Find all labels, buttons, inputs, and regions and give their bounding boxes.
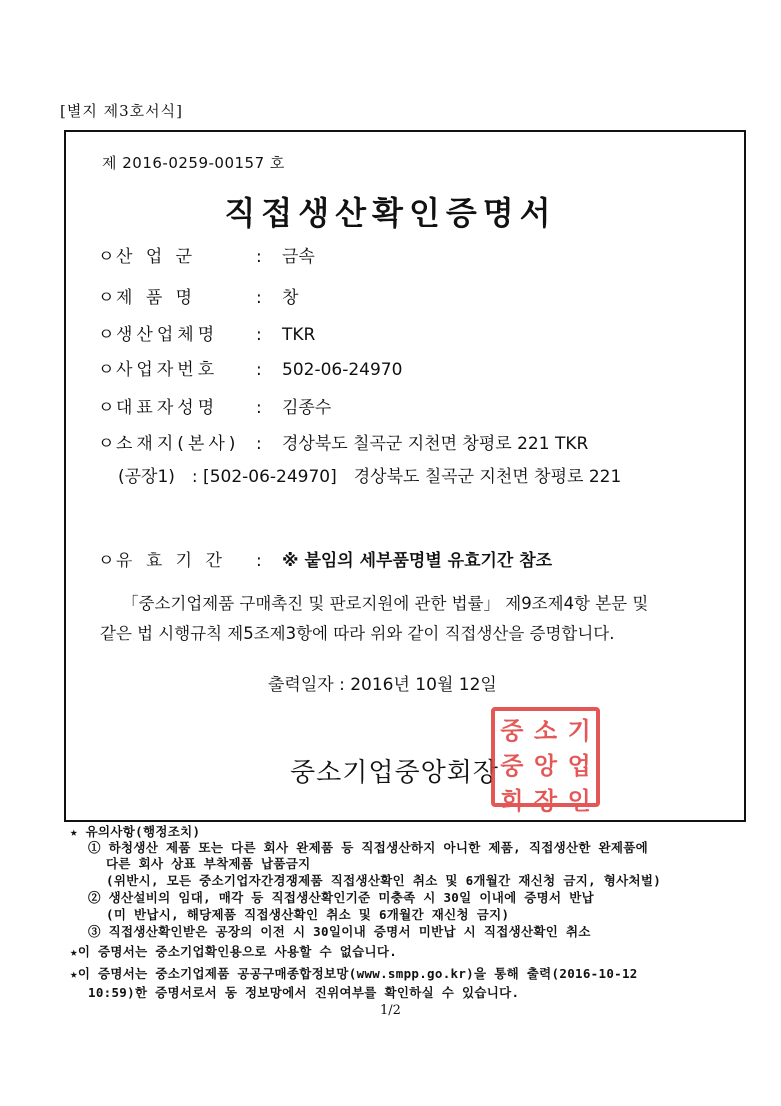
field-value: 창 xyxy=(282,288,299,308)
certificate-title: 직접생산확인증명서 xyxy=(224,194,557,232)
note-verification: ★이 증명서는 중소기업제품 공공구매종합정보망(www.smpp.go.kr)을 통해 출력(2016-10-12 xyxy=(70,966,638,981)
document-number: 제 2016-0259-00157 호 xyxy=(102,154,285,172)
issuer-name: 중소기업중앙회장 xyxy=(290,758,499,788)
form-number: [별지 제3호서식] xyxy=(60,102,183,120)
field-value: TKR xyxy=(282,325,316,345)
field-value: 502-06-24970 xyxy=(282,360,403,380)
note-item-3: ③ 직접생산확인받은 공장의 이전 시 30일이내 증명서 미반납 시 직접생산확인 취소 xyxy=(88,924,591,939)
note-heading: ★ 유의사항(행정조치) xyxy=(70,824,201,839)
field-product: ㅇ제 품 명 : 창 xyxy=(98,288,299,308)
statement-line-1: 「중소기업제품 구매촉진 및 판로지원에 관한 법률」 제9조제4항 본문 및 xyxy=(122,594,649,613)
official-seal: 중 소 기 중 앙 업 회 장 인 xyxy=(491,707,600,807)
note-item-2-penalty: (미 반납시, 해당제품 직접생산확인 취소 및 6개월간 재신청 금지) xyxy=(106,907,510,922)
page-number: 1/2 xyxy=(380,1003,401,1018)
print-date: 출력일자 : 2016년 10월 12일 xyxy=(268,675,497,695)
note-item-1-cont: 다른 회사 상표 부착제품 납품금지 xyxy=(106,856,311,871)
field-validity: ㅇ유 효 기 간 : ※ 붙임의 세부품명별 유효기간 참조 xyxy=(98,551,553,571)
field-factory: (공장1) : [502-06-24970] 경상북도 칠곡군 지천면 창평로 221 xyxy=(118,467,622,487)
note-item-1: ① 하청생산 제품 또는 다른 회사 완제품 등 직접생산하지 아니한 제품, 직접생산한 완제품에 xyxy=(88,840,649,855)
statement-line-2: 같은 법 시행규칙 제5조제3항에 따라 위와 같이 직접생산을 증명합니다. xyxy=(100,624,615,643)
field-value: ※ 붙임의 세부품명별 유효기간 참조 xyxy=(282,551,553,571)
field-value: 금속 xyxy=(282,247,315,267)
note-verification-cont: 10:59)한 증명서로서 동 정보망에서 진위여부를 확인하실 수 있습니다. xyxy=(88,985,520,1000)
field-company: ㅇ생산업체명 : TKR xyxy=(98,325,316,345)
field-industry: ㅇ산 업 군 : 금속 xyxy=(98,247,315,267)
note-usage: ★이 증명서는 중소기업확인용으로 사용할 수 없습니다. xyxy=(70,944,398,959)
field-business-number: ㅇ사업자번호 : 502-06-24970 xyxy=(98,360,403,380)
note-item-2: ② 생산설비의 임대, 매각 등 직접생산확인기준 미충족 시 30일 이내에 증명서 반납 xyxy=(88,890,594,905)
field-value: 경상북도 칠곡군 지천면 창평로 221 TKR xyxy=(282,434,589,454)
field-address: ㅇ소재지(본사) : 경상북도 칠곡군 지천면 창평로 221 TKR xyxy=(98,434,589,454)
field-value: 김종수 xyxy=(282,398,332,418)
field-representative: ㅇ대표자성명 : 김종수 xyxy=(98,398,332,418)
note-item-1-penalty: (위반시, 모든 중소기업자간경쟁제품 직접생산확인 취소 및 6개월간 재신청 금지, 형사처벌) xyxy=(106,873,662,888)
